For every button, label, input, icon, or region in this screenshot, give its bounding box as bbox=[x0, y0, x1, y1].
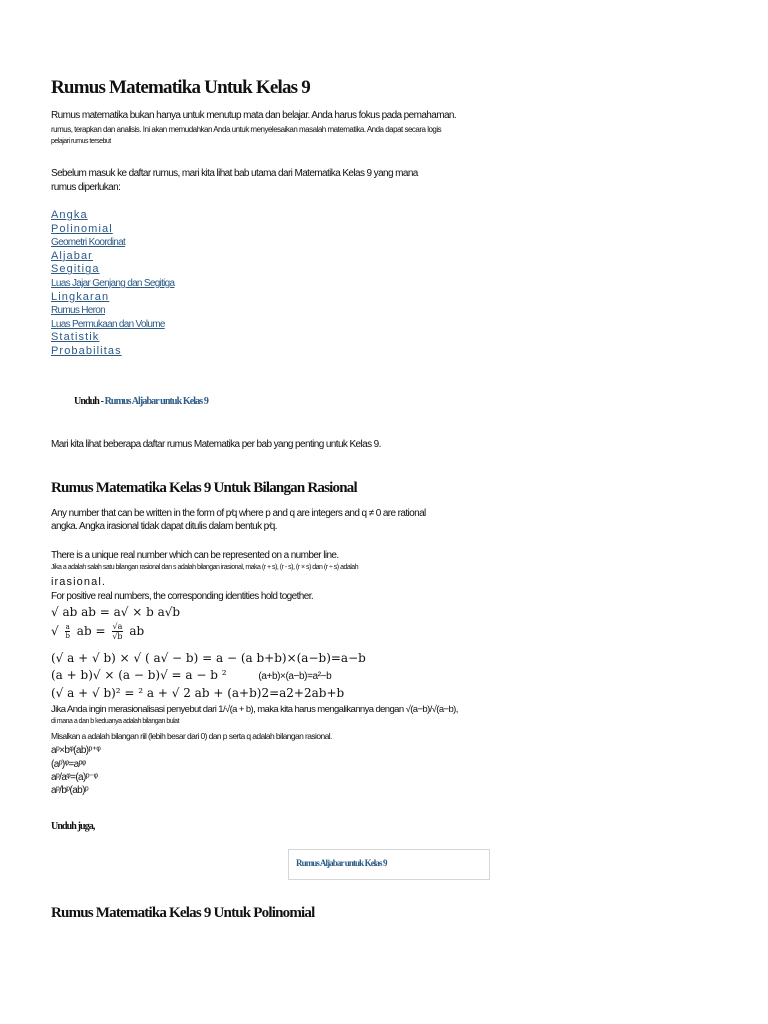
identity-1: √ ab ab = a√ × b a√b bbox=[51, 605, 181, 619]
related-download-card[interactable] bbox=[288, 849, 490, 880]
exponent-law-4: aᵖ/bᵖ(ab)ᵖ bbox=[51, 785, 89, 796]
chapter-link-statistik[interactable]: Statistik bbox=[51, 331, 100, 344]
fraction-numerator: a bbox=[65, 623, 70, 631]
chapter-link-rumus-heron[interactable]: Rumus Heron bbox=[51, 305, 105, 317]
rational-def-line-1: Any number that can be written in the form of p⁄q where p and q are integers and q ≠ 0 are rational bbox=[51, 508, 426, 519]
identity-4 bbox=[51, 668, 331, 682]
chapter-link-geometri-koordinat[interactable]: Geometri Koordinat bbox=[51, 237, 126, 249]
download-also-label: Unduh juga, bbox=[51, 821, 95, 832]
page-title: Rumus Matematika Untuk Kelas 9 bbox=[51, 77, 310, 98]
chapter-link-segitiga[interactable]: Segitiga bbox=[51, 263, 100, 276]
intro-line-1: Rumus matematika bukan hanya untuk menutup mata dan belajar. Anda harus fokus pada pemahaman. bbox=[51, 110, 457, 121]
before-list-line-2: rumus diperlukan: bbox=[51, 182, 121, 193]
identity-2-mid: ab = bbox=[76, 624, 110, 638]
chapter-link-polinomial[interactable]: Polinomial bbox=[51, 222, 113, 235]
integers-text: di mana a dan b keduanya adalah bilangan bulat bbox=[51, 718, 180, 725]
rationalize-text: Jika Anda ingin merasionalisasi penyebut dari 1/√(a + b), maka kita harus mengalikannya dengan √(a−b)/√(a−b), bbox=[51, 704, 458, 715]
exponent-law-1: aᵖ×bᵠ(ab)ᵖ⁺ᵠ bbox=[51, 745, 101, 756]
section-heading-polynomial: Rumus Matematika Kelas 9 Untuk Polinomial bbox=[51, 905, 315, 921]
exponent-law-3: aᵖ/aᵠ=(a)ᵖ⁻ᵠ bbox=[51, 772, 98, 783]
fraction-sqrt-denominator: √b bbox=[112, 632, 123, 641]
identity-2-end: ab bbox=[129, 624, 145, 638]
lead-paragraph: Mari kita lihat beberapa daftar rumus Matematika per bab yang penting untuk Kelas 9. bbox=[51, 439, 381, 450]
real-number-text: Misalkan a adalah bilangan riil (lebih besar dari 0) dan p serta q adalah bilangan rasional. bbox=[51, 731, 332, 741]
identity-4-left: (a + b)√ × (a − b)√ = a − b ² bbox=[51, 668, 227, 682]
identity-5: (√ a + √ b)² = ² a + √ 2 ab + (a+b)2=a2+2ab+b bbox=[51, 686, 345, 700]
identity-3: (√ a + √ b) × √ ( a√ − b) = a − (a b+b)×(a−b)=a−b bbox=[51, 651, 366, 665]
irrational-word: irasional. bbox=[51, 576, 107, 588]
fraction-sqrt bbox=[112, 622, 122, 641]
sqrt-symbol: √ bbox=[51, 624, 59, 638]
chapter-link-luas-permukaan[interactable]: Luas Permukaan dan Volume bbox=[51, 318, 165, 330]
chapter-link-lingkaran[interactable]: Lingkaran bbox=[51, 290, 110, 303]
identity-2 bbox=[51, 622, 144, 648]
download-prefix: Unduh - bbox=[74, 396, 105, 407]
chapter-link-angka[interactable]: Angka bbox=[51, 209, 88, 221]
exponent-law-2: (aᵖ)ᵠ=aᵖᵠ bbox=[51, 759, 86, 770]
rational-def-line-2: angka. Angka irasional tidak dapat ditulis dalam bentuk p⁄q. bbox=[51, 521, 277, 532]
chapter-link-aljabar[interactable]: Aljabar bbox=[51, 249, 93, 262]
irrational-text: Jika a adalah salah satu bilangan rasional dan s adalah bilangan irasional, maka (r + s), (r - s), (r × s) dan (r ÷ s) adalah bbox=[51, 564, 359, 571]
chapter-list bbox=[51, 209, 174, 359]
fraction-a-b bbox=[65, 623, 69, 640]
related-download-link[interactable]: Rumus Aljabar untuk Kelas 9 bbox=[296, 858, 387, 868]
number-line-text: There is a unique real number which can be represented on a number line. bbox=[51, 550, 339, 561]
identities-text: For positive real numbers, the corresponding identities hold together. bbox=[51, 591, 314, 602]
chapter-link-luas-jajar-genjang[interactable]: Luas Jajar Genjang dan Segitiga bbox=[51, 277, 175, 289]
before-list-line-1: Sebelum masuk ke daftar rumus, mari kita lihat bab utama dari Matematika Kelas 9 yang mana bbox=[51, 168, 418, 179]
intro-line-3: pelajari rumus tersebut bbox=[51, 138, 111, 145]
intro-line-2: rumus, terapkan dan analisis. Ini akan memudahkan Anda untuk menyelesaikan masalah matematika. Anda dapat secara logis bbox=[51, 125, 442, 134]
identity-4-right: (a+b)×(a−b)=a²−b bbox=[258, 671, 332, 682]
fraction-sqrt-numerator: √a bbox=[112, 622, 123, 631]
download-line bbox=[74, 396, 208, 407]
download-link[interactable]: Rumus Aljabar untuk Kelas 9 bbox=[104, 396, 208, 407]
fraction-denominator: b bbox=[65, 632, 70, 640]
section-heading-rational: Rumus Matematika Kelas 9 Untuk Bilangan Rasional bbox=[51, 480, 357, 496]
chapter-link-probabilitas[interactable]: Probabilitas bbox=[51, 344, 122, 357]
